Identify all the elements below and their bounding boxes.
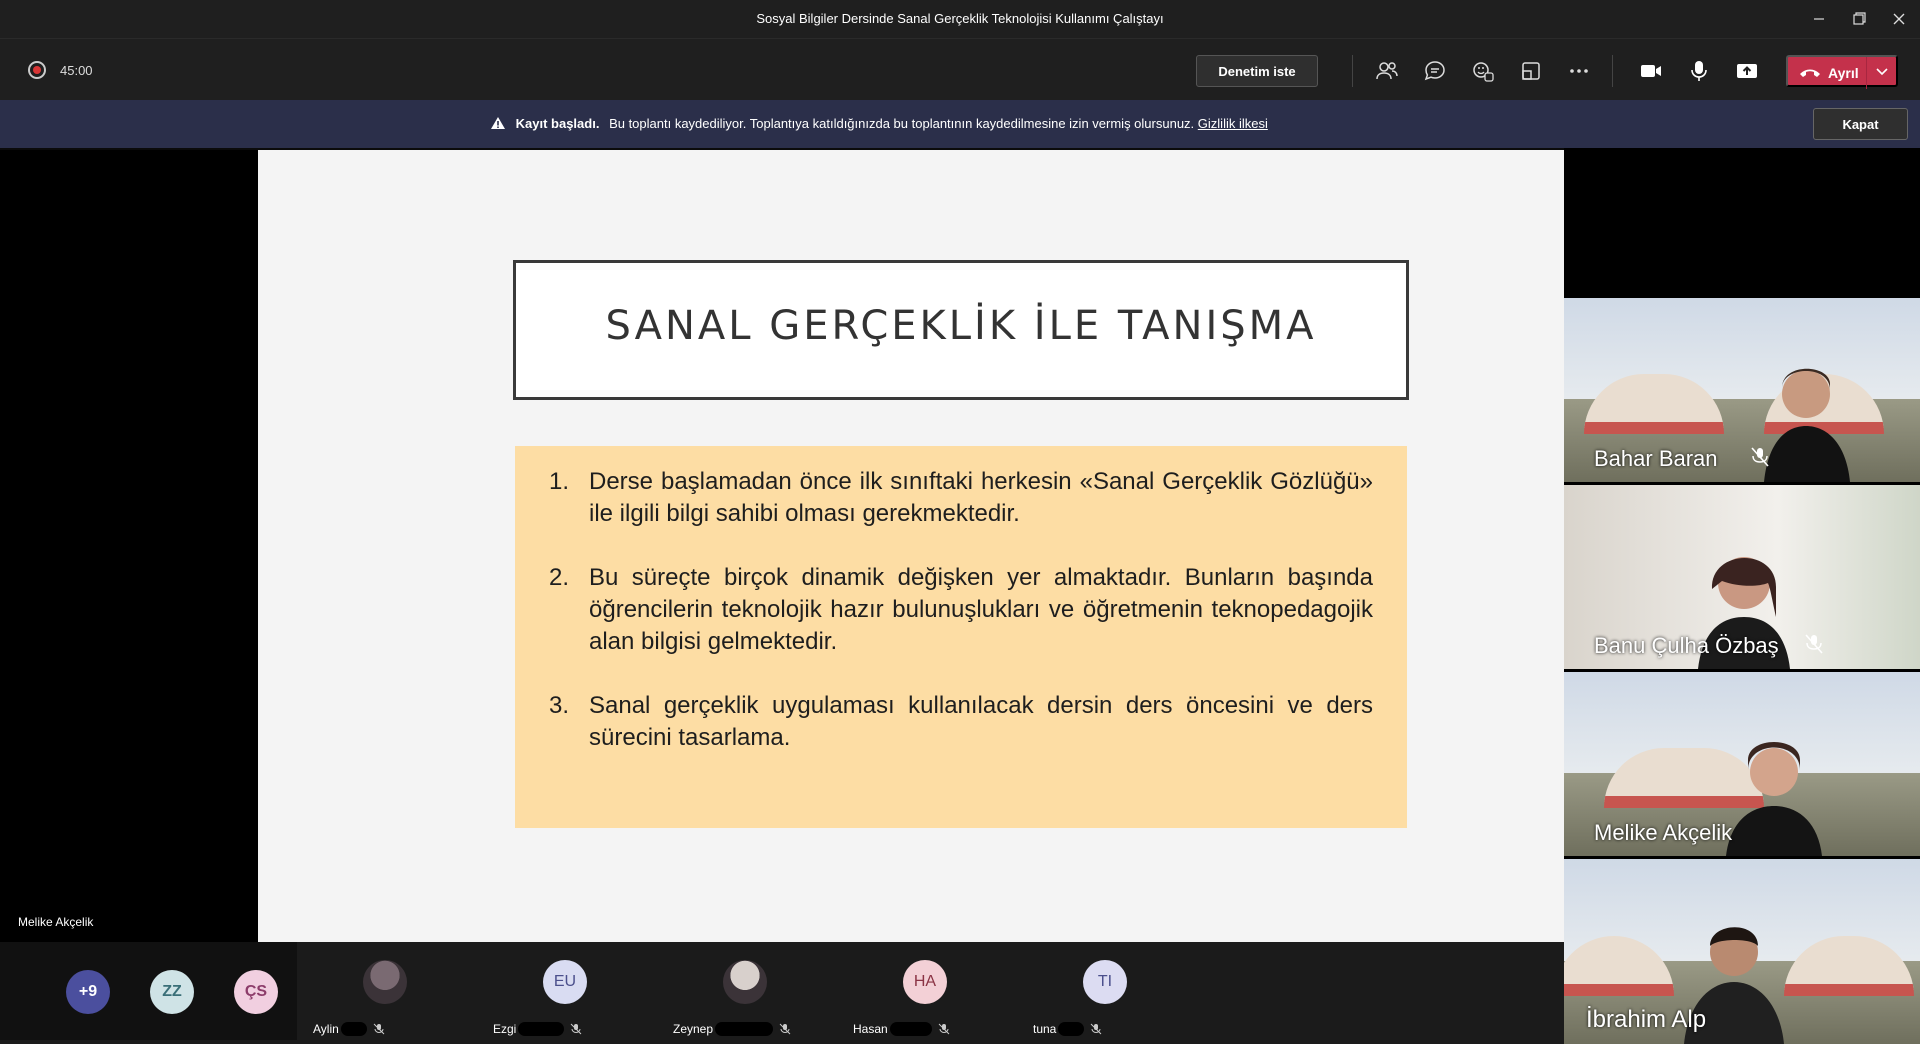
close-banner-button[interactable]: Kapat xyxy=(1813,108,1908,140)
recording-started-label: Kayıt başladı. xyxy=(515,116,600,131)
recording-icon xyxy=(28,61,46,79)
video-tile[interactable] xyxy=(1564,298,1920,482)
list-item-number: 1. xyxy=(549,468,570,495)
participant-name-text: tuna xyxy=(1033,1022,1057,1036)
slide-list xyxy=(549,466,1373,754)
participant-name xyxy=(1033,1022,1102,1036)
muted-mic-icon xyxy=(1090,1023,1102,1035)
participant-tile[interactable] xyxy=(837,942,1015,1044)
toolbar-divider xyxy=(1612,55,1613,87)
request-control-button[interactable]: Denetim iste xyxy=(1196,55,1318,87)
recording-notice-text: Bu toplantı kaydediliyor. Toplantıya katıldığınızda bu toplantının kaydedilmesine izin vermiş olursunuz. xyxy=(609,116,1195,131)
microphone-icon[interactable] xyxy=(1686,58,1712,84)
avatar xyxy=(363,960,407,1004)
meeting-timer: 45:00 xyxy=(60,63,93,78)
video-tile-name: Melike Akçelik xyxy=(1594,820,1733,845)
list-item-text: Derse başlamadan önce ilk sınıftaki herkesin «Sanal Gerçeklik Gözlüğü» ile ilgili bilgi sahibi olması gerekmektedir. xyxy=(589,468,1373,527)
rooms-icon[interactable] xyxy=(1518,58,1544,84)
shared-slide xyxy=(258,150,1662,942)
participant-name xyxy=(313,1022,385,1036)
participant-name xyxy=(673,1022,791,1036)
overflow-participants[interactable] xyxy=(0,942,297,1040)
window-title: Sosyal Bilgiler Dersinde Sanal Gerçeklik Teknolojisi Kullanımı Çalıştayı xyxy=(756,11,1164,26)
video-tile[interactable] xyxy=(1564,859,1920,1044)
participant-tile[interactable] xyxy=(297,942,475,1044)
video-gallery xyxy=(1564,148,1920,1044)
more-actions-icon[interactable] xyxy=(1566,58,1592,84)
muted-mic-icon xyxy=(779,1023,791,1035)
list-item-number: 2. xyxy=(549,564,570,591)
participant-strip xyxy=(0,942,1564,1044)
privacy-policy-link[interactable]: Gizlilik ilkesi xyxy=(1197,116,1268,131)
participant-name xyxy=(493,1022,582,1036)
share-screen-icon[interactable] xyxy=(1734,58,1760,84)
muted-mic-icon xyxy=(1804,633,1824,655)
participant-name-text: Aylin xyxy=(313,1022,339,1036)
slide-title: SANAL GERÇEKLİK İLE TANIŞMA xyxy=(605,303,1317,349)
redaction xyxy=(715,1022,773,1036)
participants-icon[interactable] xyxy=(1374,58,1400,84)
restore-icon[interactable] xyxy=(1844,8,1874,30)
list-item-text: Bu süreçte birçok dinamik değişken yer almaktadır. Bunların başında öğrencilerin teknolojik hazır bulunuşlukları ve öğretmenin teknopedagojik alan bilgisi gelmektedir. xyxy=(589,564,1373,655)
avatar: HA xyxy=(903,960,947,1004)
redaction xyxy=(518,1022,564,1036)
muted-mic-icon xyxy=(1750,446,1770,468)
list-item xyxy=(549,466,1373,530)
chat-icon[interactable] xyxy=(1422,58,1448,84)
slide-body xyxy=(515,446,1407,828)
toolbar-divider xyxy=(1352,55,1353,87)
redaction xyxy=(1058,1022,1084,1036)
redaction xyxy=(890,1022,932,1036)
redaction xyxy=(341,1022,367,1036)
participant-name-text: Ezgi xyxy=(493,1022,517,1036)
avatar[interactable]: ÇS xyxy=(234,970,278,1014)
participant-name-text: Hasan xyxy=(853,1022,888,1036)
overflow-count-avatar[interactable]: +9 xyxy=(66,970,110,1014)
participant-name xyxy=(853,1022,950,1036)
muted-mic-icon xyxy=(938,1023,950,1035)
meeting-toolbar xyxy=(0,38,1920,100)
leave-label: Ayrıl xyxy=(1828,65,1859,81)
list-item xyxy=(549,690,1373,754)
avatar: TI xyxy=(1083,960,1127,1004)
warning-icon xyxy=(490,116,506,130)
list-item xyxy=(549,562,1373,658)
presenter-name: Melike Akçelik xyxy=(18,915,94,929)
video-tile[interactable] xyxy=(1564,672,1920,856)
recording-banner xyxy=(0,100,1920,148)
participant-name-text: Zeynep xyxy=(673,1022,714,1036)
muted-mic-icon xyxy=(373,1023,385,1035)
hang-up-icon xyxy=(1798,64,1822,82)
avatar[interactable]: ZZ xyxy=(150,970,194,1014)
list-item-text: Sanal gerçeklik uygulaması kullanılacak dersin ders öncesini ve ders sürecini tasarlama. xyxy=(589,692,1373,751)
window-titlebar xyxy=(0,0,1920,38)
avatar xyxy=(723,960,767,1004)
recording-message xyxy=(490,116,1268,131)
muted-mic-icon xyxy=(570,1023,582,1035)
participant-tile[interactable] xyxy=(1017,942,1195,1044)
video-tile[interactable] xyxy=(1564,485,1920,669)
slide-title-box xyxy=(513,260,1409,400)
participant-tile[interactable] xyxy=(657,942,835,1044)
video-tile-name: İbrahim Alp xyxy=(1586,1006,1707,1033)
list-item-number: 3. xyxy=(549,692,570,719)
leave-button[interactable] xyxy=(1786,55,1898,87)
video-tile-name: Banu Çulha Özbaş xyxy=(1594,633,1779,658)
leave-options-chevron-down-icon[interactable] xyxy=(1866,57,1896,89)
camera-icon[interactable] xyxy=(1638,58,1664,84)
participant-tile[interactable] xyxy=(477,942,655,1044)
avatar: EU xyxy=(543,960,587,1004)
close-window-icon[interactable] xyxy=(1884,8,1914,30)
minimize-icon[interactable] xyxy=(1804,8,1834,30)
reactions-icon[interactable] xyxy=(1470,58,1496,84)
video-tile-name: Bahar Baran xyxy=(1594,446,1718,471)
